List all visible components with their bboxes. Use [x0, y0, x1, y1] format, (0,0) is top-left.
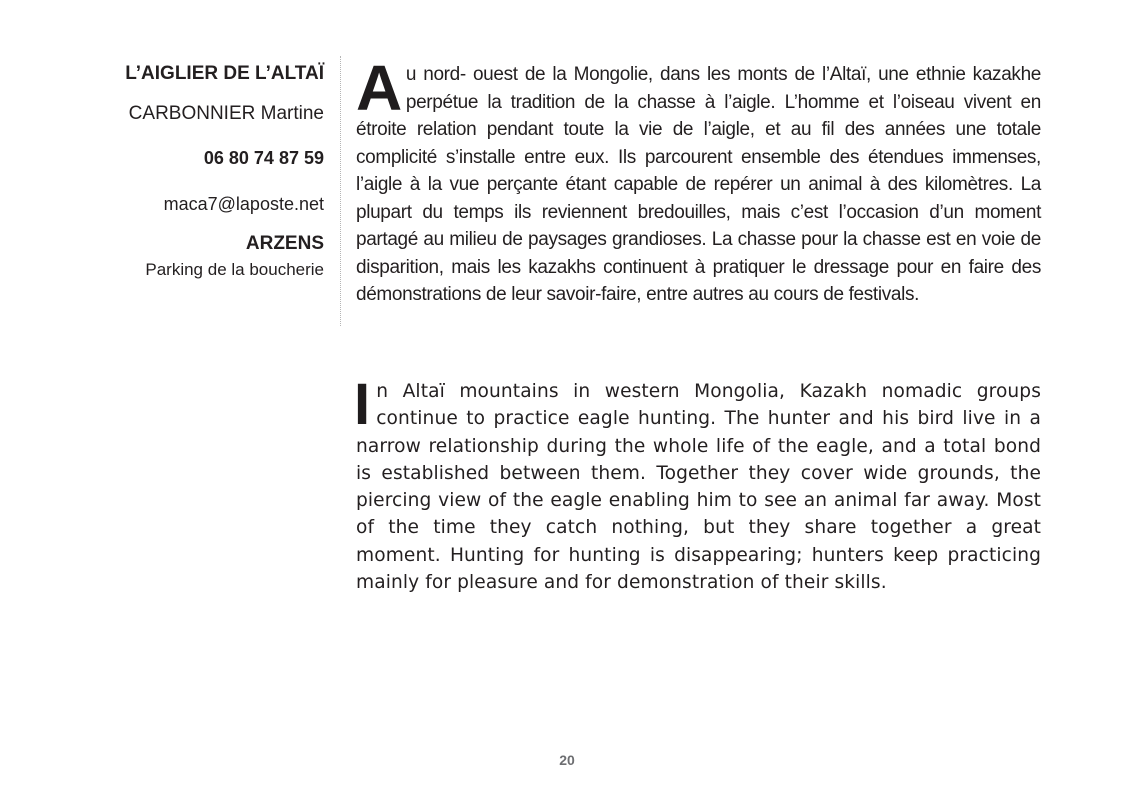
dotted-divider: [340, 56, 341, 326]
english-dropcap: I: [354, 372, 371, 437]
english-paragraph: [354, 372, 1041, 596]
exhibit-title: L’AIGLIER DE L’ALTAÏ: [125, 63, 324, 84]
page-number: 20: [559, 752, 575, 768]
phone-number: 06 80 74 87 59: [203, 148, 324, 168]
email-address: maca7@laposte.net: [163, 194, 324, 214]
contact-sidebar: [40, 60, 324, 282]
french-text: u nord- ouest de la Mongolie, dans les monts de l’Altaï, une ethnie kazakhe perpétue la tradition de la chasse à l’aigle. L’homme et l’oiseau vivent en étroite relation pendant toute la vie de l’aigle, et au fil des années une totale complicité s’installe entre eux. Ils parcourent ensemble des étendues immenses, l’aigle à la vue perçante étant capable de repérer un animal à des kilomètres. La plupart du temps ils reviennent bredouilles, mais c’est l’occasion d’un moment partagé au milieu de paysages grandioses. La chasse pour la chasse est en voie de disparition, mais les kazakhs continuent à pratiquer le dressage pour en faire des démonstrations de leur savoir-faire, entre autres au cours de festivals.: [356, 64, 1041, 305]
artist-name: CARBONNIER Martine: [128, 103, 324, 124]
town-name: ARZENS: [245, 233, 324, 254]
english-text: n Altaï mountains in western Mongolia, Kazakh nomadic groups continue to practice eagle hunting. The hunter and his bird live in a narrow relationship during the whole life of the eagle, and a total bond is established between them. Together they cover wide grounds, the piercing view of the eagle enabling him to see an animal far away. Most of the time they catch nothing, but they share together a great moment. Hunting for hunting is disappearing; hunters keep practicing mainly for pleasure and for demonstration of their skills.: [356, 381, 1041, 594]
location-detail: Parking de la boucherie: [145, 260, 324, 279]
french-dropcap: A: [356, 52, 402, 124]
french-paragraph: [356, 52, 1041, 309]
